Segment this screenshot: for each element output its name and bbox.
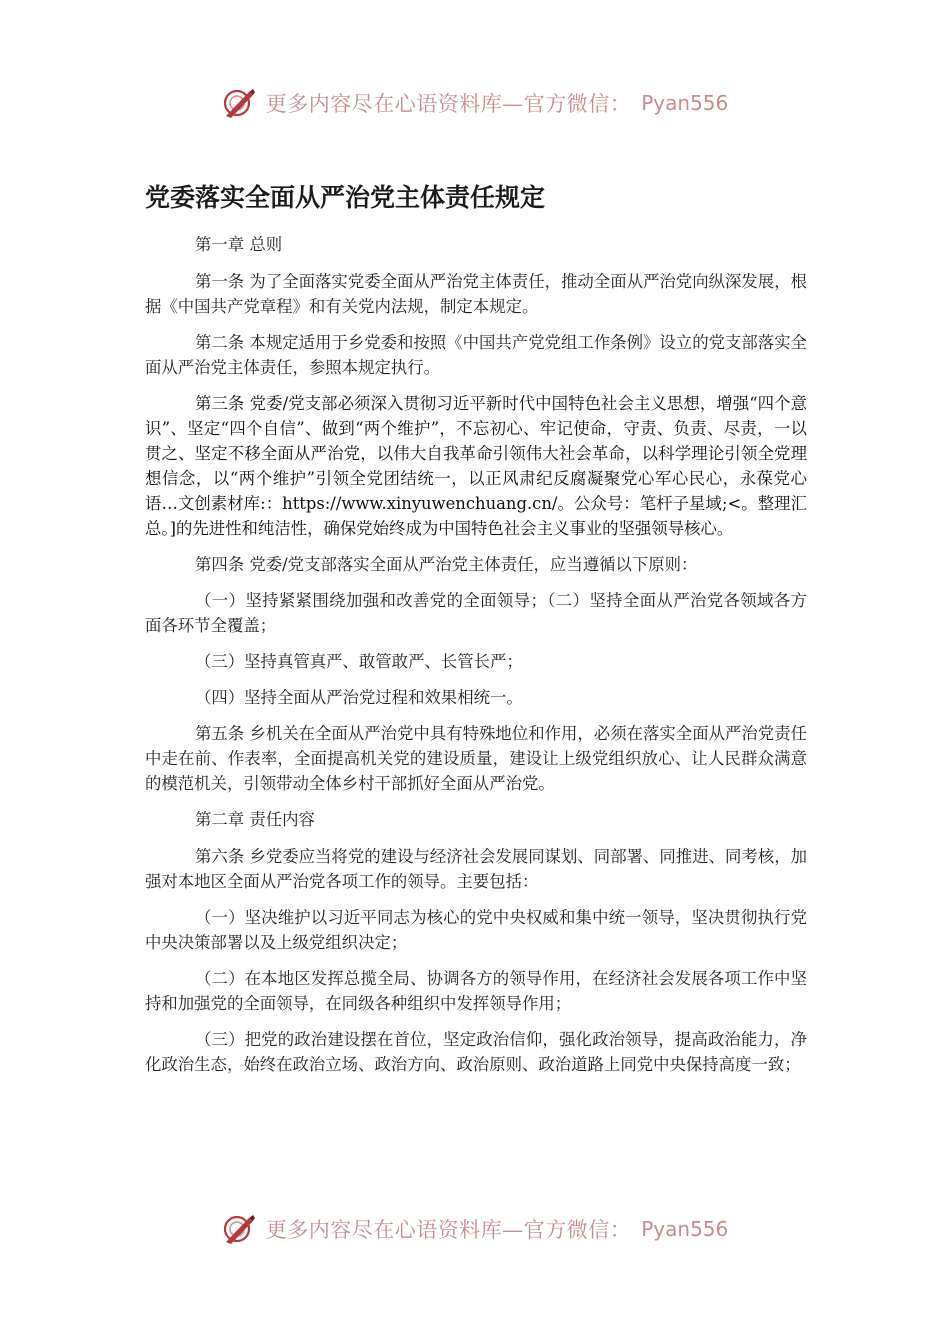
article-6-item-2: （二）在本地区发挥总揽全局、协调各方的领导作用，在经济社会发展各项工作中坚持和加强党的全面领导，在同级各种组织中发挥领导作用；	[145, 969, 807, 1013]
article-4-item-1-2: （一）坚持紧紧围绕加强和改善党的全面领导；（二）坚持全面从严治党各领域各方面各环节全覆盖；	[145, 591, 807, 635]
pen-logo-icon	[222, 1212, 256, 1246]
article-4: 第四条 党委/党支部落实全面从严治党主体责任，应当遵循以下原则：	[195, 555, 698, 574]
document-title: 党委落实全面从严治党主体责任规定	[145, 183, 546, 212]
article-6: 第六条 乡党委应当将党的建设与经济社会发展同谋划、同部署、同推进、同考核，加强对本地区全面从严治党各项工作的领导。主要包括：	[145, 847, 807, 891]
article-6-item-3: （三）把党的政治建设摆在首位，坚定政治信仰，强化政治领导，提高政治能力，净化政治生态，始终在政治立场、政治方向、政治原则、政治道路上同党中央保持高度一致；	[145, 1030, 807, 1074]
footer-banner	[0, 1212, 950, 1246]
banner-text: 更多内容尽在心语资料库—官方微信：	[265, 92, 632, 116]
article-4-item-3: （三）坚持真管真严、敢管敢严、长管长严；	[195, 652, 523, 671]
chapter-heading-1: 第一章 总则	[195, 235, 283, 254]
article-1: 第一条 为了全面落实党委全面从严治党主体责任，推动全面从严治党向纵深发展，根据《中国共产党章程》和有关党内法规，制定本规定。	[145, 272, 807, 316]
banner-wechat-id: Pyan556	[641, 1217, 729, 1241]
article-6-item-1: （一）坚决维护以习近平同志为核心的党中央权威和集中统一领导，坚决贯彻执行党中央决策部署以及上级党组织决定；	[145, 908, 807, 952]
article-3: 第三条 党委/党支部必须深入贯彻习近平新时代中国特色社会主义思想，增强“四个意识”、坚定“四个自信”、做到“两个维护”，不忘初心、牢记使命，守责、负责、尽责，一以贯之、坚定不移全面从严治党，以伟大自我革命引领伟大社会革命，以科学理论引领全党理想信念，以“两个维护”引领全党团结统一，以正风肃纪反腐凝聚党心军心民心，永葆党心语…文创素材库:：https://www.xinyuwenchuang.cn/。公众号：笔杆子星域;<。整理汇总。]的先进性和纯洁性，确保党始终成为中国特色社会主义事业的坚强领导核心。	[145, 394, 807, 538]
article-2: 第二条 本规定适用于乡党委和按照《中国共产党党组工作条例》设立的党支部落实全面从严治党主体责任，参照本规定执行。	[145, 333, 807, 377]
document-body	[145, 232, 807, 1088]
header-banner	[0, 86, 950, 120]
banner-text: 更多内容尽在心语资料库—官方微信：	[265, 1218, 632, 1242]
banner-wechat-id: Pyan556	[641, 91, 729, 115]
pen-logo-icon	[222, 86, 256, 120]
article-5: 第五条 乡机关在全面从严治党中具有特殊地位和作用，必须在落实全面从严治党责任中走在前、作表率，全面提高机关党的建设质量，建设让上级党组织放心、让人民群众满意的模范机关，引领带动全体乡村干部抓好全面从严治党。	[145, 724, 807, 793]
article-4-item-4: （四）坚持全面从严治党过程和效果相统一。	[195, 688, 523, 707]
chapter-heading-2: 第二章 责任内容	[195, 810, 315, 829]
